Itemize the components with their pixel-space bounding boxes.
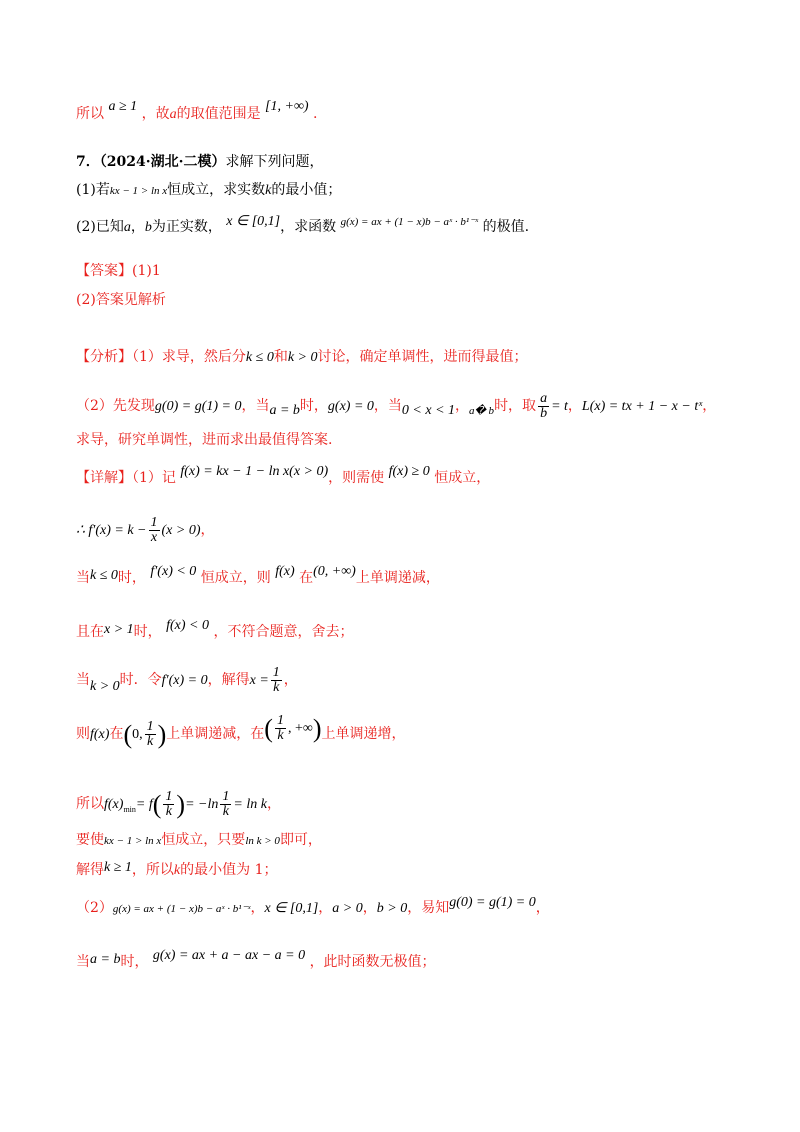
solution-line-1: [76, 464, 491, 489]
text-run: 当: [76, 954, 90, 970]
text-run: 时．令: [119, 672, 162, 688]
text-run: 【分析】（1）求导，然后分: [76, 349, 246, 365]
math-expr: x ∈ [0,1]: [264, 901, 319, 916]
text-run: ，此时函数无极值；: [309, 954, 436, 970]
math-expr: f(x) ≥ 0: [388, 464, 430, 479]
math-expr: a = b: [90, 952, 121, 967]
text-run: (1)若: [76, 182, 110, 198]
text-run: 时，: [120, 954, 149, 970]
fraction: [538, 392, 549, 421]
text-run: 解得: [76, 862, 104, 878]
text-run: ，易知: [407, 900, 450, 916]
text-run: (2)答案见解析: [76, 292, 166, 308]
math-expr: 0 < x < 1: [401, 403, 456, 418]
part2-case-line: [76, 948, 436, 973]
text-run: 求解下列问题，: [225, 154, 324, 170]
text-run: 时，: [117, 570, 146, 586]
text-run: 当: [76, 672, 90, 688]
condition-line: [76, 830, 322, 851]
math-var: a: [169, 107, 177, 122]
fraction-numerator: a: [540, 390, 548, 406]
text-run: ，: [130, 219, 145, 235]
fraction-denominator: k: [222, 803, 229, 819]
fraction-numerator: 1: [276, 713, 284, 729]
text-run: 上单调递增，: [321, 726, 406, 742]
fraction-denominator: k: [277, 728, 284, 744]
fraction: [275, 714, 286, 743]
math-expr: a ≥ 1: [108, 99, 138, 114]
solution-case-2: [76, 662, 298, 699]
text-run: 时，: [133, 624, 162, 640]
math-expr: ∴ f′(x) = k −: [76, 523, 147, 538]
fraction-denominator: k: [147, 734, 154, 750]
fraction: [163, 790, 174, 819]
math-expr: g(0) = g(1) = 0: [154, 399, 242, 414]
text-run: 的最小值；: [271, 182, 342, 198]
text-run: ，: [200, 522, 215, 538]
math-expr: f(x): [104, 797, 124, 812]
text-run: 时，取: [494, 398, 537, 414]
text-run: 求导，研究单调性，进而求出最值得答案.: [76, 432, 333, 448]
math-expr: L(x) = tx + 1 − x − tˣ: [581, 399, 703, 414]
math-expr: k ≤ 0: [245, 350, 274, 365]
text-run: ，: [362, 900, 377, 916]
text-run: 【详解】（1）记: [76, 470, 176, 486]
paren-fraction: ( $\frac{1}{k}$ ): [152, 789, 186, 820]
math-expr: a > 0: [332, 901, 363, 916]
text-run: 讨论，确定单调性，进而得最值；: [317, 349, 528, 365]
math-var: k: [265, 183, 272, 198]
interval-end: , +∞: [287, 721, 313, 736]
text-run: 在: [299, 570, 314, 586]
fraction-numerator: 1: [165, 789, 173, 805]
answer-line: [76, 261, 161, 281]
text-run: ，所以: [131, 862, 174, 878]
math-expr: (x > 0): [161, 523, 201, 538]
text-run: 在: [109, 726, 124, 742]
derivative-line: [76, 512, 215, 549]
fraction-denominator: k: [273, 679, 280, 695]
math-expr: k ≤ 0: [90, 568, 118, 583]
problem-number: 7．: [76, 154, 100, 170]
fraction-denominator: b: [540, 405, 548, 421]
problem-part-1: [76, 180, 341, 201]
text-run: （2）: [76, 900, 113, 916]
subscript: min: [123, 804, 136, 814]
math-expr: f′(x) < 0: [150, 564, 197, 579]
math-expr: k > 0: [287, 350, 318, 365]
text-run: 恒成立，: [434, 470, 491, 486]
fraction: [220, 790, 231, 819]
text-run: 的取值范围是: [176, 106, 261, 122]
math-expr: (0, +∞): [313, 564, 356, 579]
math-expr: x ∈ [0,1]: [226, 214, 281, 229]
text-run: ，当: [373, 398, 402, 414]
text-run: ，则需使: [328, 470, 385, 486]
text-run: ，: [250, 900, 265, 916]
text-run: 则: [76, 726, 90, 742]
solution-case-1: [76, 564, 440, 589]
math-expr: f(x) = kx − 1 − ln x(x > 0): [180, 464, 329, 479]
text-run: ，当: [241, 398, 270, 414]
analysis-line-3: [76, 430, 332, 450]
text-run: 【答案】(1)1: [76, 263, 161, 279]
minimum-line: [76, 782, 281, 832]
fraction: [145, 720, 156, 749]
text-run: ，: [702, 398, 717, 414]
math-var: b: [144, 220, 152, 235]
solution-case-1b: [76, 618, 354, 643]
math-expr: = ln k: [233, 797, 267, 812]
problem-source: （2024·湖北·二模）: [99, 154, 226, 170]
math-expr: f(x) < 0: [166, 618, 209, 633]
text-run: 要使: [76, 832, 104, 848]
math-expr: = f: [135, 797, 153, 812]
math-expr: g(x) = ax + a − ax − a = 0: [152, 948, 306, 963]
math-expr: b > 0: [376, 901, 408, 916]
math-expr: ln k > 0: [245, 835, 280, 847]
text-run: (2)已知: [76, 219, 124, 235]
monotonicity-line: [76, 712, 406, 757]
fraction-numerator: 1: [150, 514, 158, 530]
math-expr: x =: [249, 673, 269, 688]
math-expr: a� b: [469, 405, 495, 417]
text-run: ，: [535, 900, 550, 916]
fraction-numerator: 1: [272, 664, 280, 680]
text-run: 当: [76, 570, 90, 586]
text-run: 和: [273, 349, 288, 365]
math-expr: kx − 1 > ln x: [104, 835, 162, 847]
text-run: 为正实数，: [151, 219, 222, 235]
text-run: ，: [567, 398, 582, 414]
text-run: ，: [318, 900, 333, 916]
text-run: ，故: [141, 106, 170, 122]
math-expr: g(0) = g(1) = 0: [449, 895, 536, 910]
conclusion-line: [76, 99, 318, 125]
math-expr: f′(x) = 0: [161, 673, 208, 688]
fraction-denominator: x: [150, 529, 158, 545]
text-run: 的最小值为 1；: [180, 862, 278, 878]
math-expr: a = b: [269, 403, 300, 418]
part2-setup-line: [76, 895, 550, 919]
text-run: 时，: [299, 398, 328, 414]
analysis-line-1: [76, 347, 528, 368]
fraction-denominator: k: [165, 804, 173, 820]
text-run: 所以: [76, 796, 104, 812]
text-run: 所以: [76, 106, 104, 122]
math-expr: = t: [551, 399, 568, 414]
result-line: [76, 860, 277, 881]
fraction-numerator: 1: [146, 719, 154, 735]
math-expr: x > 1: [104, 622, 134, 637]
math-expr: = −ln: [185, 797, 219, 812]
math-expr: g(x) = 0: [327, 399, 374, 414]
math-var: k: [173, 863, 181, 878]
math-var: a: [123, 220, 131, 235]
text-run: ，: [266, 796, 281, 812]
math-expr: g(x) = ax + (1 − x)b − aˣ · b¹⁻ˣ: [340, 216, 479, 228]
math-expr: kx − 1 > ln x: [109, 185, 168, 197]
math-expr: g(x) = ax + (1 − x)b − aˣ · b¹⁻ˣ: [112, 903, 251, 915]
text-run: ，不符合题意，舍去；: [213, 624, 354, 640]
text-run: ，解得: [207, 672, 250, 688]
interval-start: 0,: [132, 727, 143, 742]
text-run: ，: [283, 672, 298, 688]
text-run: 且在: [76, 624, 104, 640]
problem-heading: [76, 152, 323, 172]
text-run: 上单调递减，: [355, 570, 440, 586]
math-expr: f(x): [275, 564, 295, 579]
fraction-numerator: 1: [222, 788, 230, 804]
math-expr: f(x): [90, 727, 110, 742]
fraction: [271, 666, 282, 695]
math-expr: k ≥ 1: [104, 860, 132, 875]
text-run: .: [313, 106, 318, 122]
text-run: 恒成立，求实数: [167, 182, 266, 198]
text-run: 恒成立，只要: [161, 832, 246, 848]
problem-part-2: [76, 214, 530, 238]
math-expr: [1, +∞): [265, 99, 309, 114]
interval: (0, $\frac{1}{k}$ ): [123, 719, 167, 750]
text-run: 即可，: [279, 832, 322, 848]
text-run: ，: [455, 398, 470, 414]
fraction: [149, 516, 160, 545]
text-run: （2）先发现: [76, 398, 155, 414]
text-run: ，求函数: [280, 219, 337, 235]
analysis-line-2: [76, 388, 716, 425]
text-run: 恒成立，则: [200, 570, 271, 586]
text-run: 的极值.: [482, 219, 530, 235]
interval: ( $\frac{1}{k}$ , +∞): [264, 713, 322, 744]
answer-line-2: [76, 290, 166, 310]
text-run: 上单调递减，在: [166, 726, 265, 742]
math-expr: k > 0: [90, 679, 120, 694]
